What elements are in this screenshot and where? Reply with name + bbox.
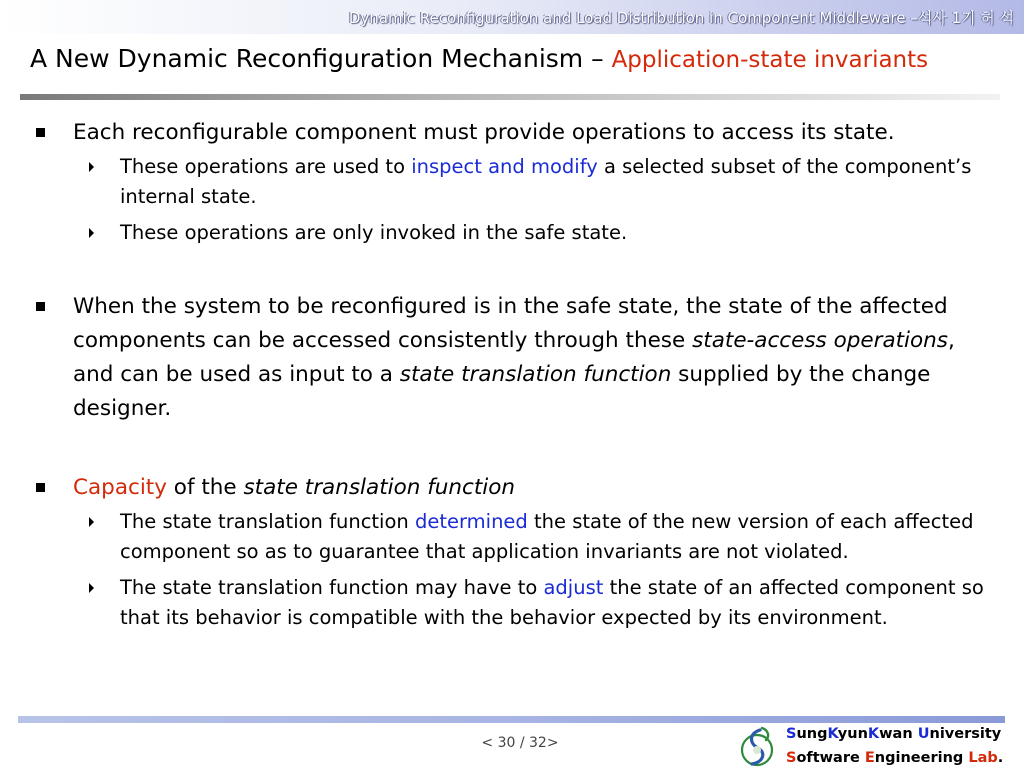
- sub-bullet-text: the state of an affected component so that its behavior is compatible with the behavior expected by its environment.: [120, 576, 984, 629]
- highlight-text: Capacity: [73, 475, 167, 500]
- title-divider: [20, 94, 1000, 100]
- highlight-text: determined: [414, 510, 528, 533]
- triangle-bullet-icon: [89, 583, 94, 593]
- bullet-text: Each reconfigurable component must provide operations to access its state.: [73, 120, 895, 145]
- sub-bullet-text: These operations are used to: [120, 155, 412, 178]
- square-bullet-icon: [36, 483, 45, 492]
- sub-bullet-text: The state translation function: [120, 510, 415, 533]
- italic-term: state-access operations: [692, 328, 949, 353]
- university-name: SungKyunKwan University: [786, 726, 1002, 742]
- sub-bullet-3-2: [0, 573, 994, 633]
- footer-divider: [18, 716, 1005, 723]
- bullet-text: , and can be used as input to a: [73, 328, 955, 387]
- bullet-text: supplied by the change designer.: [73, 362, 931, 421]
- highlight-text: inspect and modify: [411, 155, 598, 178]
- italic-term: state translation function: [399, 362, 672, 387]
- triangle-bullet-icon: [89, 517, 94, 527]
- triangle-bullet-icon: [89, 162, 94, 172]
- lab-name: Software Engineering Lab.: [786, 750, 1004, 766]
- page-number: < 30 / 32>: [481, 735, 559, 751]
- bullet-3: [0, 471, 984, 505]
- sub-bullet-text: The state translation function may have to: [120, 576, 544, 599]
- triangle-bullet-icon: [89, 228, 94, 238]
- bullet-text: When the system to be reconfigured is in the safe state, the state of the affected components can be accessed consistently through these: [73, 294, 948, 353]
- sub-bullet-text: a selected subset of the component’s internal state.: [120, 155, 972, 208]
- sub-bullet-1-1: [0, 152, 994, 212]
- italic-term: state translation function: [243, 475, 516, 500]
- title-main: A New Dynamic Reconfiguration Mechanism –: [30, 44, 612, 73]
- university-logo-icon: [740, 724, 776, 768]
- bullet-1: [0, 116, 984, 150]
- sub-bullet-text: These operations are only invoked in the safe state.: [120, 221, 628, 244]
- sub-bullet-text: the state of the new version of each affected component so as to guarantee that application invariants are not violated.: [120, 510, 974, 563]
- title-subtitle: Application-state invariants: [611, 47, 929, 73]
- header-text: Dynamic Reconfiguration and Load Distribution in Component Middleware –석사 1기 허 석: [348, 9, 1014, 27]
- slide-content: [0, 116, 1024, 633]
- square-bullet-icon: [36, 128, 45, 137]
- bullet-text: of the: [166, 475, 244, 500]
- highlight-text: adjust: [543, 576, 604, 599]
- sub-bullet-3-1: [0, 507, 994, 567]
- sub-bullet-1-2: [0, 218, 994, 248]
- slide-title: [30, 44, 928, 73]
- square-bullet-icon: [36, 302, 45, 311]
- bullet-2: [0, 290, 974, 426]
